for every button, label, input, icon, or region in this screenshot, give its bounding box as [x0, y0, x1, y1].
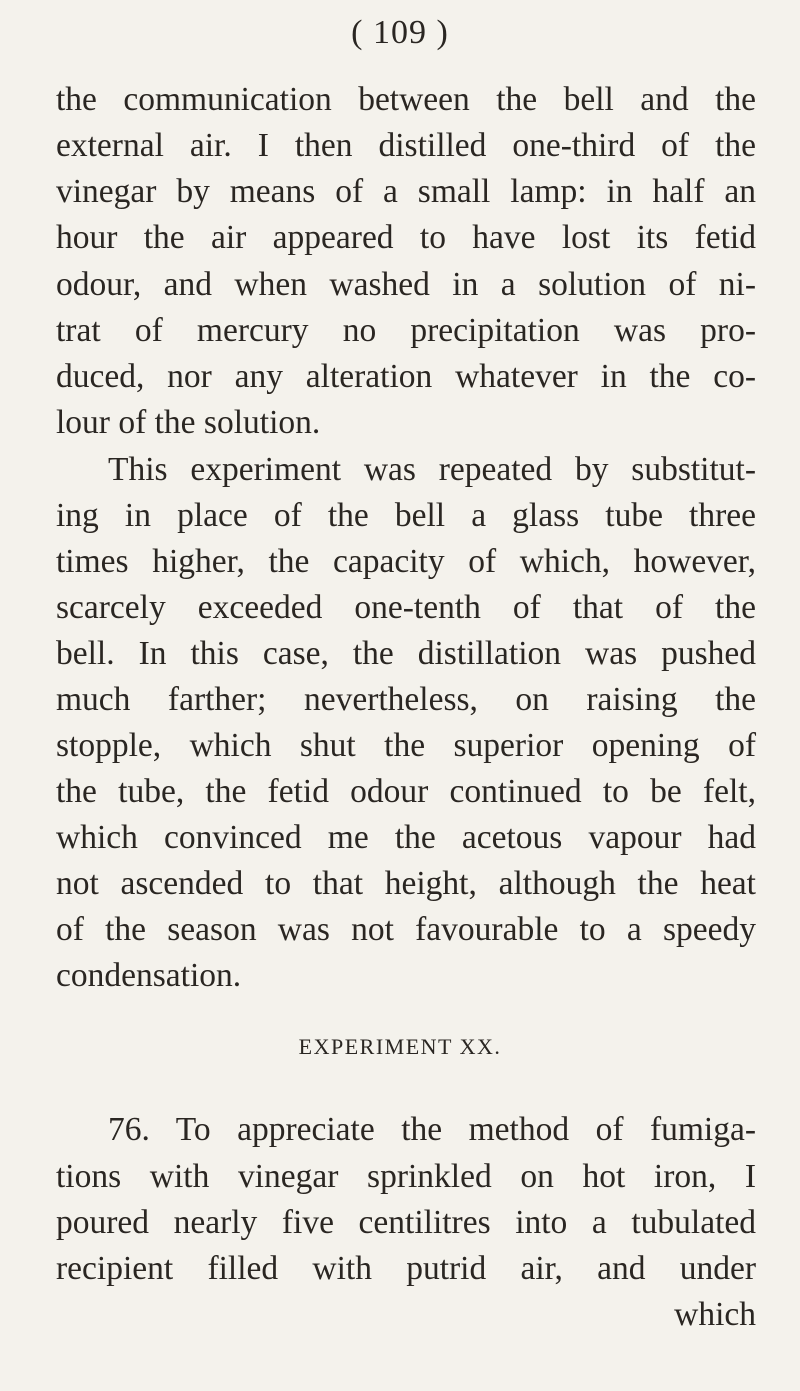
catchword: which: [674, 1296, 756, 1333]
text-line: ing in place of the bell a glass tube three: [56, 497, 756, 534]
text-line: tions with vinegar sprinkled on hot iron, I: [56, 1158, 756, 1195]
text-line: which convinced me the acetous vapour had: [56, 819, 756, 856]
text-line: condensation.: [56, 957, 242, 994]
text-line: 76. To appreciate the method of fumiga-: [108, 1111, 756, 1148]
text-line: not ascended to that height, although the heat: [56, 865, 756, 902]
text-line: vinegar by means of a small lamp: in half an: [56, 173, 756, 210]
text-line: external air. I then distilled one-third of the: [56, 127, 756, 164]
text-line: times higher, the capacity of which, however,: [56, 543, 756, 580]
text-line: lour of the solution.: [56, 404, 321, 441]
text-line: duced, nor any alteration whatever in the co-: [56, 358, 756, 395]
text-line: poured nearly five centilitres into a tubulated: [56, 1204, 756, 1241]
text-line: stopple, which shut the superior opening of: [56, 727, 756, 764]
text-line: trat of mercury no precipitation was pro-: [56, 312, 756, 349]
text-line: much farther; nevertheless, on raising the: [56, 681, 756, 718]
text-line: scarcely exceeded one-tenth of that of the: [56, 589, 756, 626]
text-line: This experiment was repeated by substitut-: [108, 451, 756, 488]
text-line: the communication between the bell and the: [56, 81, 756, 118]
text-line: odour, and when washed in a solution of ni-: [56, 266, 756, 303]
text-line: the tube, the fetid odour continued to be felt,: [56, 773, 756, 810]
text-line: of the season was not favourable to a speedy: [56, 911, 756, 948]
page-number: ( 109 ): [351, 14, 449, 51]
text-line: recipient filled with putrid air, and under: [56, 1250, 756, 1287]
text-line: hour the air appeared to have lost its fetid: [56, 219, 756, 256]
section-heading: EXPERIMENT XX.: [298, 1034, 502, 1059]
text-line: bell. In this case, the distillation was pushed: [56, 635, 756, 672]
